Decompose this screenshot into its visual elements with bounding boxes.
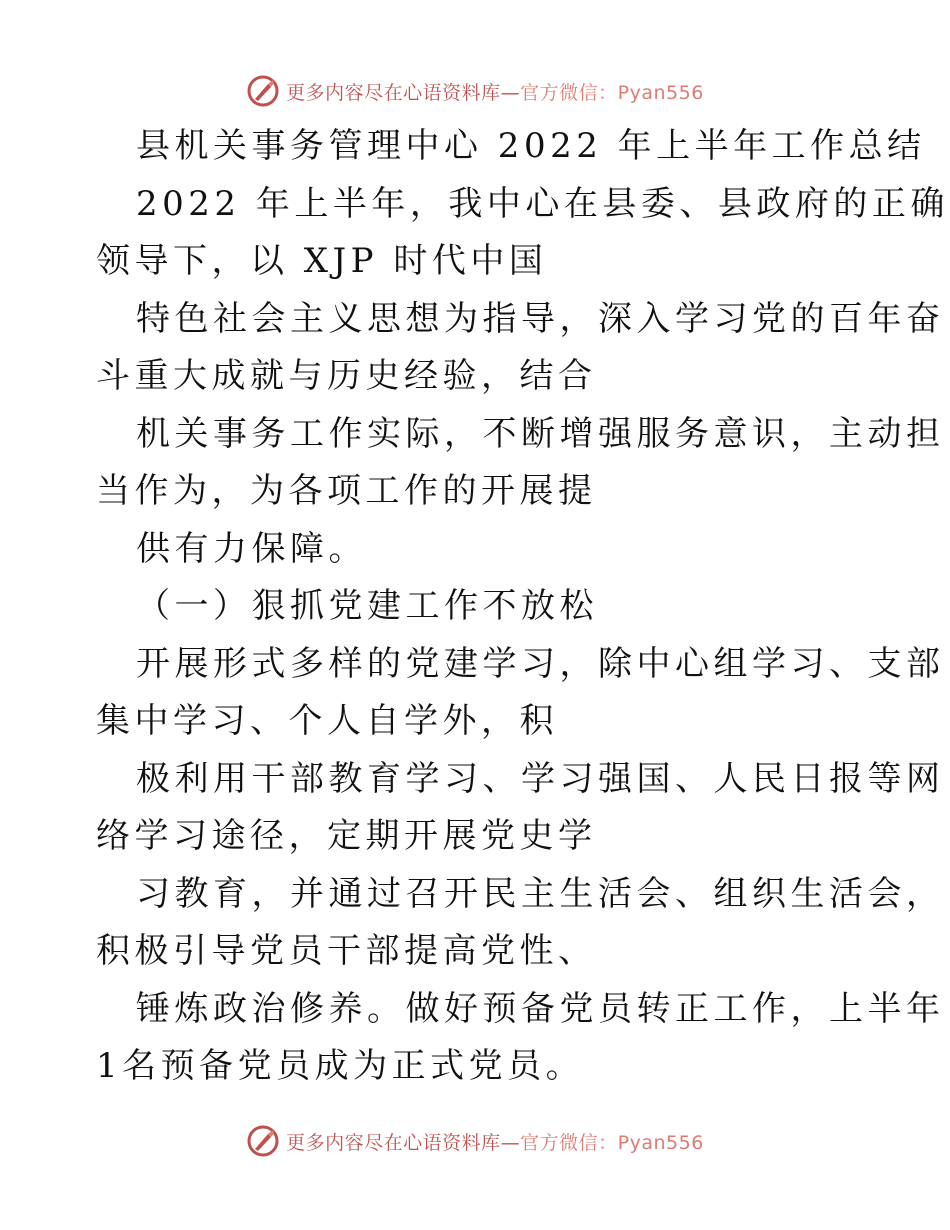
watermark-text: [286, 78, 704, 105]
paragraph-line: 当作为，为各项工作的开展提: [96, 471, 597, 511]
paragraph-line: 开展形式多样的党建学习，除中心组学习、支部: [136, 643, 945, 684]
watermark-contact: 官方微信：Pyan556: [520, 1131, 704, 1154]
paragraph-line: 斗重大成就与历史经验，结合: [96, 356, 597, 396]
paragraph-line: 特色社会主义思想为指导，深入学习党的百年奋: [136, 298, 945, 339]
paragraph-line: 习教育，并通过召开民主生活会、组织生活会，: [136, 873, 945, 914]
paragraph-line: 集中学习、个人自学外，积: [96, 701, 558, 741]
paragraph-line: 络学习途径，定期开展党史学: [96, 816, 597, 856]
quill-logo-icon: [246, 74, 280, 108]
paragraph-line: 积极引导党员干部提高党性、: [96, 931, 597, 971]
watermark-text: [286, 1128, 704, 1155]
paragraph-line: 机关事务工作实际，不断增强服务意识，主动担: [136, 413, 945, 454]
paragraph-line: 2022 年上半年，我中心在县委、县政府的正确: [136, 183, 949, 224]
watermark-site: 更多内容尽在心语资料库—: [286, 1131, 521, 1154]
paragraph-line: 供有力保障。: [136, 528, 367, 569]
watermark-top: [0, 71, 950, 111]
paragraph-line: 锤炼政治修养。做好预备党员转正工作，上半年: [136, 988, 945, 1029]
paragraph-line: 1名预备党员成为正式党员。: [96, 1046, 585, 1086]
watermark-bottom: [0, 1121, 950, 1161]
document-title: 县机关事务管理中心 2022 年上半年工作总结: [136, 126, 926, 166]
paragraph-line: 极利用干部教育学习、学习强国、人民日报等网: [136, 758, 945, 799]
quill-logo-icon: [246, 1124, 280, 1158]
watermark-site: 更多内容尽在心语资料库—: [286, 81, 521, 104]
paragraph-line: 领导下，以 XJP 时代中国: [96, 241, 548, 281]
document-body: [96, 118, 949, 1096]
section-heading: （一）狠抓党建工作不放松: [136, 586, 598, 626]
watermark-contact: 官方微信：Pyan556: [520, 81, 704, 104]
